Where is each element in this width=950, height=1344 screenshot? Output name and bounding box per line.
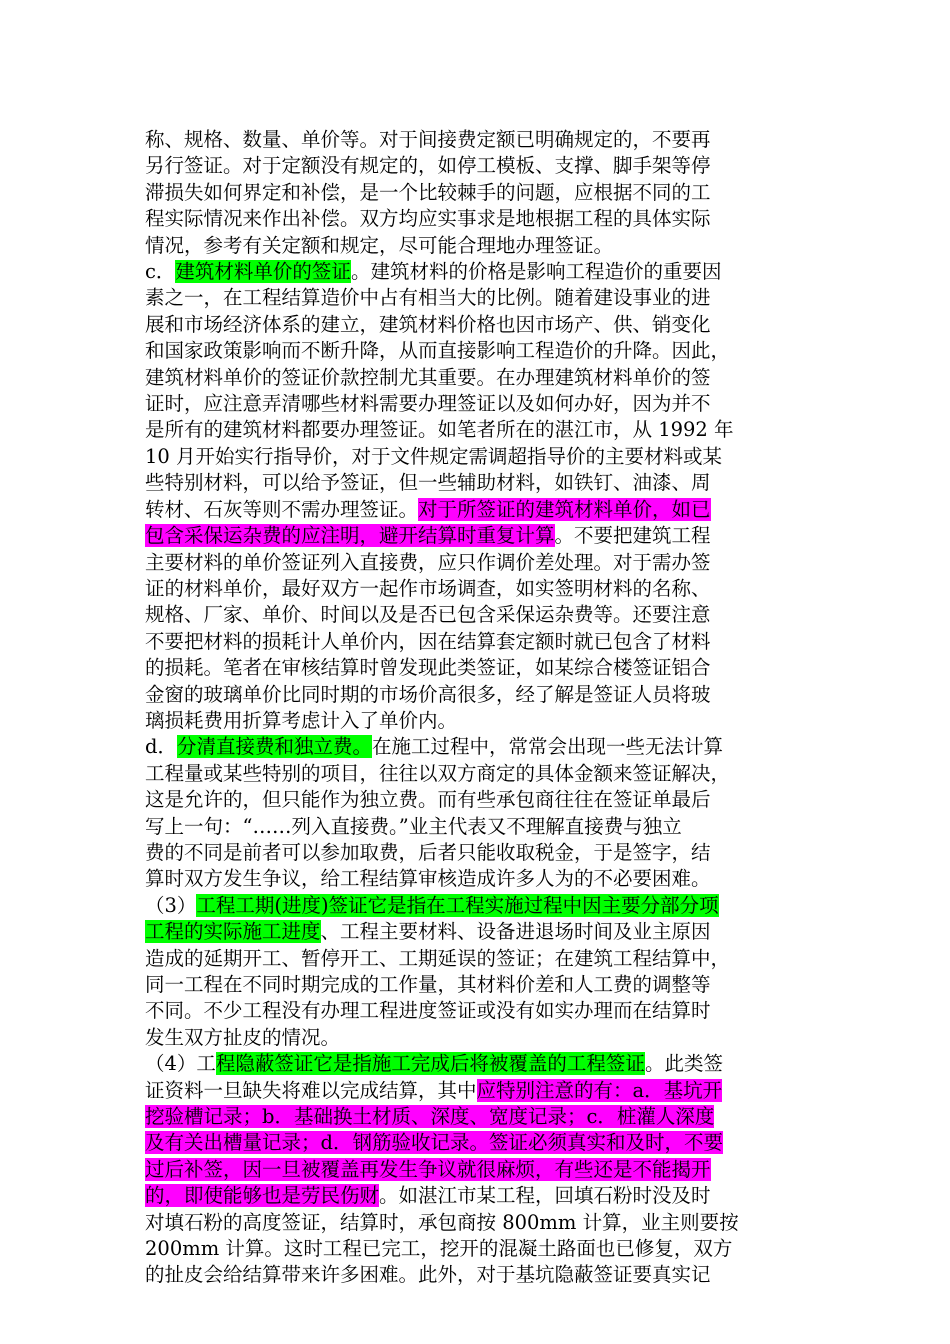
text-line: [145, 1236, 808, 1262]
text-line: [145, 1262, 808, 1288]
text-run: 算时双方发生争议，给工程结算审核造成许多人为的不必要困难。: [145, 867, 711, 891]
text-line: [145, 972, 808, 998]
text-line: [145, 365, 808, 391]
text-run: 不同。不少工程没有办理工程进度签证或没有如实办理而在结算时: [145, 999, 711, 1023]
text-run: 。建筑材料的价格是影响工程造价的重要因: [350, 260, 722, 284]
text-run: 是所有的建筑材料都要办理签证。如笔者所在的湛江市，从 1992 年: [145, 418, 734, 442]
text-line: [145, 497, 808, 523]
document-body: [145, 127, 808, 1289]
text-run: 证的材料单价，最好双方一起作市场调查，如实签明材料的名称、: [145, 576, 711, 600]
highlight-magenta: 及有关出槽量记录；d．钢筋验收记录。签证必须真实和及时，不要: [145, 1131, 723, 1155]
text-run: 的扯皮会给结算带来许多困难。此外，对于基坑隐蔽签证要真实记: [145, 1263, 711, 1287]
text-line: [145, 259, 808, 285]
text-line: [145, 946, 808, 972]
highlight-magenta: 过后补签，因一旦被覆盖再发生争议就很麻烦，有些还是不能揭开: [145, 1157, 711, 1181]
highlight-green: 程隐蔽签证它是指施工完成后将被覆盖的工程签证: [215, 1052, 645, 1076]
text-run: 建筑材料单价的签证价款控制尤其重要。在办理建筑材料单价的签: [145, 365, 711, 389]
text-run: d．: [145, 735, 177, 759]
text-line: [145, 998, 808, 1024]
text-run: 不要把材料的损耗计人单价内，因在结算套定额时就已包含了材料: [145, 629, 711, 653]
highlight-magenta: 应特别注意的有：a．基坑开: [476, 1078, 723, 1102]
text-run: 这是允许的，但只能作为独立费。而有些承包商往往在签证单最后: [145, 788, 711, 812]
text-line: [145, 470, 808, 496]
text-run: 、工程主要材料、设备进退场时间及业主原因: [320, 920, 711, 944]
text-run: 主要材料的单价签证列入直接费，应只作调价差处理。对于需办签: [145, 550, 711, 574]
text-line: [145, 708, 808, 734]
text-line: [145, 734, 808, 760]
text-line: [145, 840, 808, 866]
text-line: [145, 1025, 808, 1051]
text-line: [145, 285, 808, 311]
text-line: [145, 919, 808, 945]
text-line: [145, 655, 808, 681]
text-run: 规格、厂家、单价、时间以及是否已包含采保运杂费等。还要注意: [145, 603, 711, 627]
text-line: [145, 206, 808, 232]
highlight-green: 分清直接费和独立费。: [176, 735, 372, 759]
text-run: 证资料一旦缺失将难以完成结算，其中: [145, 1078, 477, 1102]
text-run: 展和市场经济体系的建立，建筑材料价格也因市场产、供、销变化: [145, 312, 711, 336]
text-line: [145, 180, 808, 206]
text-run: 的损耗。笔者在审核结算时曾发现此类签证，如某综合楼签证铝合: [145, 656, 711, 680]
highlight-magenta: 包含采保运杂费的应注明，避开结算时重复计算: [145, 524, 555, 548]
highlight-magenta: 挖验槽记录；b．基础换土材质、深度、宽度记录；c．桩灌人深度: [145, 1105, 715, 1129]
highlight-green: 工程工期(进度)签证它是指在工程实施过程中因主要分部分项: [196, 893, 719, 917]
text-run: 金窗的玻璃单价比同时期的市场价高很多，经了解是签证人员将玻: [145, 682, 711, 706]
text-line: [145, 417, 808, 443]
text-run: 工程量或某些特别的项目，往往以双方商定的具体金额来签证解决，: [145, 761, 731, 785]
text-line: [145, 444, 808, 470]
text-run: 写上一句：“……列入直接费。”业主代表又不理解直接费与独立: [145, 814, 682, 838]
text-line: [145, 1130, 808, 1156]
text-run: 情况，参考有关定额和规定，尽可能合理地办理签证。: [145, 233, 614, 257]
text-run: （4）工: [145, 1052, 216, 1076]
text-run: c．: [145, 260, 176, 284]
text-run: 对填石粉的高度签证，结算时，承包商按 800mm 计算，业主则要按: [145, 1210, 739, 1234]
text-run: 和国家政策影响而不断升降，从而直接影响工程造价的升降。因此，: [145, 339, 731, 363]
text-line: [145, 893, 808, 919]
text-line: [145, 814, 808, 840]
text-run: 些特别材料，可以给予签证，但一些辅助材料，如铁钉、油漆、周: [145, 471, 711, 495]
text-run: 200mm 计算。这时工程已完工，挖开的混凝土路面也已修复，双方: [145, 1237, 733, 1261]
text-run: 称、规格、数量、单价等。对于间接费定额已明确规定的，不要再: [145, 128, 711, 151]
text-line: [145, 576, 808, 602]
text-line: [145, 787, 808, 813]
text-run: 转材、石灰等则不需办理签证。: [145, 497, 419, 521]
text-run: 璃损耗费用折算考虑计入了单价内。: [145, 708, 458, 732]
text-line: [145, 602, 808, 628]
text-line: [145, 312, 808, 338]
text-run: 在施工过程中，常常会出现一些无法计算: [372, 735, 724, 759]
text-run: 费的不同是前者可以参加取费，后者只能收取税金，于是签字，结: [145, 840, 711, 864]
text-run: 。不要把建筑工程: [554, 524, 711, 548]
text-run: 。此类签: [644, 1052, 723, 1076]
text-line: [145, 1078, 808, 1104]
text-run: 。如湛江市某工程，回填石粉时没及时: [379, 1184, 711, 1208]
text-run: 发生双方扯皮的情况。: [145, 1025, 341, 1049]
text-line: [145, 338, 808, 364]
text-line: [145, 761, 808, 787]
text-line: [145, 233, 808, 259]
text-line: [145, 1157, 808, 1183]
text-run: 同一工程在不同时期完成的工作量，其材料价差和人工费的调整等: [145, 973, 711, 996]
highlight-green: 工程的实际施工进度: [145, 920, 321, 944]
text-line: [145, 1183, 808, 1209]
text-line: [145, 1104, 808, 1130]
text-line: [145, 682, 808, 708]
text-run: 滞损失如何界定和补偿，是一个比较棘手的问题，应根据不同的工: [145, 180, 711, 204]
text-line: [145, 1210, 808, 1236]
highlight-magenta: 的，即使能够也是劳民伤财: [145, 1184, 380, 1208]
text-run: 10 月开始实行指导价，对于文件规定需调超指导价的主要材料或某: [145, 444, 723, 468]
text-line: [145, 629, 808, 655]
text-run: 素之一，在工程结算造价中占有相当大的比例。随着建设事业的进: [145, 286, 711, 310]
text-run: 证时，应注意弄清哪些材料需要办理签证以及如何办好，因为并不: [145, 392, 711, 416]
text-run: （3）: [145, 893, 197, 917]
text-line: [145, 391, 808, 417]
highlight-magenta: 对于所签证的建筑材料单价，如已: [418, 497, 711, 521]
text-run: 另行签证。对于定额没有规定的，如停工模板、支撑、脚手架等停: [145, 154, 711, 178]
highlight-green: 建筑材料单价的签证: [175, 260, 351, 284]
text-line: [145, 523, 808, 549]
text-line: [145, 127, 808, 153]
text-run: 造成的延期开工、暂停开工、工期延误的签证；在建筑工程结算中，: [145, 946, 731, 970]
text-line: [145, 153, 808, 179]
text-line: [145, 866, 808, 892]
text-line: [145, 550, 808, 576]
text-run: 程实际情况来作出补偿。双方均应实事求是地根据工程的具体实际: [145, 207, 711, 231]
text-line: [145, 1051, 808, 1077]
